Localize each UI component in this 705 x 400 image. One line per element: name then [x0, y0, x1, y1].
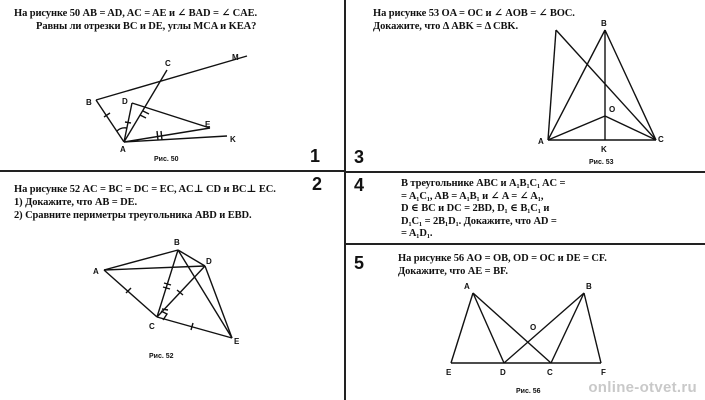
fig56-label-b: B [586, 282, 592, 291]
fig50-tick-ac-1 [140, 115, 146, 118]
problem-5-line-2: Докажите, что AE = BF. [398, 266, 508, 277]
fig56-seg-bf [584, 293, 601, 363]
fig50-angle-arc [117, 128, 127, 131]
fig56-label-f: F [601, 368, 606, 377]
fig56-seg-ea [451, 293, 473, 363]
problem-5-number: 5 [354, 253, 365, 273]
fig52-tick-bc-2 [163, 287, 170, 289]
fig56-seg-ac [473, 293, 551, 363]
problem-3-line-1: На рисунке 53 OA = OC и ∠ AOB = ∠ BOC. [373, 8, 575, 19]
problem-5-line-1: На рисунке 56 AO = OB, OD = OC и DE = CF. [398, 253, 607, 264]
fig53-seg-ao [548, 116, 605, 140]
fig50-tick-ae-2 [161, 131, 162, 140]
problem-4-line-5: = A₁D₁. [401, 228, 433, 239]
fig52-caption: Рис. 52 [149, 353, 174, 360]
fig50-label-d: D [122, 97, 128, 106]
problem-2-number: 2 [312, 174, 323, 194]
fig53-caption: Рис. 53 [589, 159, 614, 166]
fig53-seg-oc [605, 116, 656, 140]
fig52-right-angle-2 [162, 309, 168, 310]
fig56-label-e: E [446, 368, 452, 377]
fig53-label-b: B [601, 19, 607, 28]
figure-56 [346, 245, 705, 400]
fig50-label-a: A [120, 145, 126, 154]
fig52-label-c: C [149, 322, 155, 331]
fig56-label-d: D [500, 368, 506, 377]
fig56-caption: Рис. 56 [516, 388, 541, 395]
fig56-label-o: O [530, 323, 537, 332]
problem-1-number: 1 [310, 146, 321, 166]
problem-2-line-2: 1) Докажите, что AB = DE. [14, 197, 138, 208]
fig50-seg-ba [96, 100, 124, 142]
fig53-seg-ab [548, 30, 556, 140]
problem-4-line-1: В треугольнике ABC и A₁B₁C₁ AC = [401, 178, 566, 189]
problem-3-cell [346, 0, 705, 171]
fig52-seg-ac [104, 270, 157, 317]
problem-2-line-1: На рисунке 52 AC = BC = DC = EC, AC⊥ CD и BC⊥ EC. [14, 184, 276, 195]
problem-1-line-2: Равны ли отрезки BC и DE, углы MCA и KEA? [36, 21, 257, 32]
fig52-label-d: D [206, 257, 212, 266]
fig53-label-k: K [601, 145, 607, 154]
watermark: online-otvet.ru [588, 379, 697, 396]
fig56-seg-ad [473, 293, 504, 363]
fig50-caption: Рис. 50 [154, 156, 179, 163]
fig52-seg-bd [178, 250, 205, 266]
fig50-seg-de [132, 103, 210, 128]
problem-2-line-3: 2) Сравните периметры треугольника ABD и EBD. [14, 210, 252, 221]
fig56-label-c: C [547, 368, 553, 377]
figure-50 [0, 0, 344, 170]
fig50-label-e: E [205, 120, 211, 129]
fig56-seg-bd [504, 293, 584, 363]
fig52-seg-de [205, 266, 232, 338]
fig53-label-c: C [658, 135, 664, 144]
figure-52 [0, 172, 344, 400]
fig50-line-b-m [96, 56, 247, 100]
fig50-label-k: K [230, 135, 236, 144]
problem-4-line-3: D ∈ BC и DC = 2BD, D₁ ∈ B₁C₁ и [401, 203, 550, 214]
fig52-label-a: A [93, 267, 99, 276]
problem-3-line-2: Докажите, что Δ ABK = Δ CBK. [373, 21, 518, 32]
fig50-label-b: B [86, 98, 92, 107]
fig53-label-a: A [538, 137, 544, 146]
problem-4-number: 4 [354, 175, 365, 195]
problem-1-cell [0, 0, 344, 170]
problem-5-cell [346, 245, 705, 400]
fig50-tick-ac-2 [143, 111, 149, 114]
problem-4-cell [346, 173, 705, 243]
fig53-sides [548, 30, 656, 140]
fig52-tick-bc-1 [164, 283, 171, 285]
fig53-label-o: O [609, 105, 616, 114]
fig53-seg-cb [556, 30, 656, 140]
fig56-label-a: A [464, 282, 470, 291]
problem-2-cell [0, 172, 344, 400]
fig50-label-c: C [165, 59, 171, 68]
problem-1-line-1: На рисунке 50 AB = AD, AC = AE и ∠ BAD = ∠ CAE. [14, 8, 258, 19]
fig50-tick-ad [125, 122, 131, 123]
problem-3-number: 3 [354, 147, 365, 167]
fig56-seg-bc [551, 293, 584, 363]
fig52-label-b: B [174, 238, 180, 247]
problem-4-line-2: = A₁C₁, AB = A₁B₁ и ∠ A = ∠ A₁, [401, 190, 544, 202]
fig52-label-e: E [234, 337, 240, 346]
fig52-tick-ce [191, 323, 193, 330]
fig50-tick-ae-1 [157, 131, 158, 140]
problem-4-text [401, 178, 565, 241]
fig50-label-m: M [232, 53, 239, 62]
problem-4-line-4: D₁C₁ = 2B₁D₁. Докажите, что AD = [401, 215, 557, 227]
figure-53 [346, 0, 705, 171]
